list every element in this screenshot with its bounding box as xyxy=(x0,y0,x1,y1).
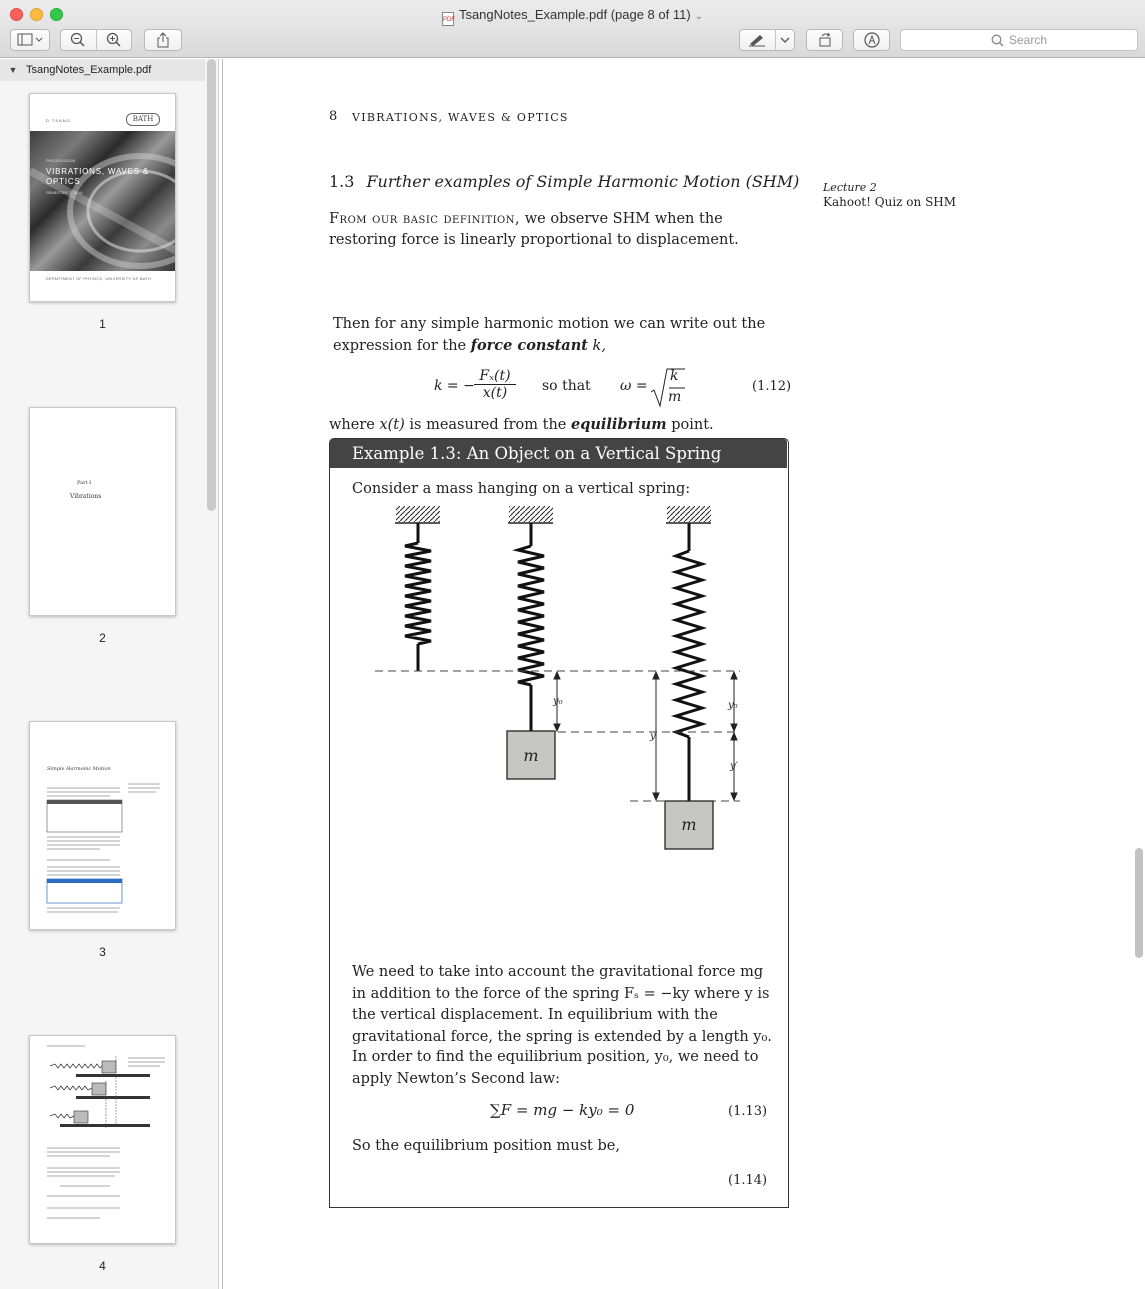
example-after: So the equilibrium position must be, xyxy=(352,1138,620,1154)
page-number-2: 2 xyxy=(99,631,106,645)
margin-note-title: Lecture 2 xyxy=(823,181,877,194)
section-heading: 1.3 Further examples of Simple Harmonic Motion (SHM) xyxy=(329,172,800,191)
sidebar-document-row[interactable] xyxy=(0,59,205,81)
zoom-controls xyxy=(60,29,132,51)
rotate-icon xyxy=(817,32,833,48)
page-number-3: 3 xyxy=(99,945,106,959)
sidebar-icon xyxy=(17,33,43,47)
markup-controls xyxy=(739,29,795,51)
thumb-author: D TSANG xyxy=(46,118,71,123)
equation-1-13: ∑F = mg − ky₀ = 0 xyxy=(490,1101,635,1119)
spring-figure xyxy=(330,501,787,861)
spring-3 xyxy=(676,523,702,801)
equation-1-13-number: (1.13) xyxy=(728,1104,768,1119)
page-header-number: 8 xyxy=(329,109,338,124)
equation-1-14-number: (1.14) xyxy=(728,1173,768,1188)
pdf-file-icon: PDF xyxy=(442,12,454,26)
page-thumbnail-3[interactable]: Simple Harmonic Motion xyxy=(29,721,176,930)
paragraph-2: Then for any simple harmonic motion we can write out the expression for the force constant k, xyxy=(333,316,766,354)
highlight-options-button[interactable] xyxy=(776,30,794,50)
page-number-4: 4 xyxy=(99,1259,106,1273)
mass-label-2: m xyxy=(681,815,697,834)
share-icon xyxy=(156,32,170,48)
thumb4-content xyxy=(30,1036,176,1244)
sidebar-scrollbar[interactable] xyxy=(207,59,216,511)
zoom-in-button[interactable] xyxy=(96,30,131,50)
paragraph-1: From our basic definition, we observe SHM when the restoring force is linearly proportional to displacement. xyxy=(329,211,739,248)
sidebar-view-button[interactable] xyxy=(10,29,50,51)
search-input[interactable] xyxy=(900,29,1138,51)
margin-note-text: Kahoot! Quiz on SHM xyxy=(823,195,957,209)
example-intro: Consider a mass hanging on a vertical spring: xyxy=(352,481,691,497)
example-body: We need to take into account the gravitational force mg in addition to the force of the spring Fₛ = −ky where y is the vertical displacement. In equilibrium with the gravitational force, the spring is extended by a length y₀. xyxy=(352,964,772,1045)
spring-2 xyxy=(518,523,544,731)
page-header-title: VIBRATIONS, WAVES & OPTICS xyxy=(352,111,569,124)
y0-label-1: y₀ xyxy=(553,696,563,707)
share-button[interactable] xyxy=(144,29,182,51)
example-body-2: In order to find the equilibrium position, y₀, we need to apply Newton’s Second law: xyxy=(352,1049,759,1087)
thumbnail-sidebar xyxy=(0,59,219,1289)
y0-label-2: y₀ xyxy=(728,700,738,711)
equation-1-12: k = − $\frac{\text{Fₓ(t)}}{x(t)}$ so that ω = k m (1.12) xyxy=(329,368,794,408)
markup-pen-icon xyxy=(864,32,880,48)
rotate-button[interactable] xyxy=(806,29,843,51)
zoom-in-icon xyxy=(106,32,122,48)
page-thumbnail-4[interactable] xyxy=(29,1035,176,1244)
spring-1 xyxy=(405,523,431,671)
university-logo: BATH xyxy=(126,113,160,126)
markup-toolbar-button[interactable] xyxy=(853,29,890,51)
mass-label-1: m xyxy=(523,746,539,765)
highlight-button[interactable] xyxy=(740,30,775,50)
y-label: y xyxy=(650,731,656,742)
paragraph-3: where x(t) is measured from the equilibrium point. xyxy=(329,416,714,433)
search-placeholder: Search xyxy=(1008,33,1048,47)
zoom-out-button[interactable] xyxy=(61,30,96,50)
highlighter-icon xyxy=(747,33,767,47)
page-thumbnail-1[interactable]: D TSANG BATH PH12001/12005 VIBRATIONS, WAVES & OPTICS SEMESTER 2, 2018 DEPARTMENT OF PHYSICS, UNIVERSITY OF BATH xyxy=(29,93,176,302)
window-title[interactable]: PDF TsangNotes_Example.pdf (page 8 of 11) ⌄ xyxy=(0,7,1145,26)
example-title: Example 1.3: An Object on a Vertical Spring xyxy=(330,439,787,468)
page-number-1: 1 xyxy=(99,317,106,331)
cover-image: PH12001/12005 VIBRATIONS, WAVES & OPTICS SEMESTER 2, 2018 xyxy=(30,131,176,271)
thumb3-content xyxy=(30,722,176,930)
search-icon xyxy=(991,34,1004,47)
document-scrollbar[interactable] xyxy=(1135,848,1143,958)
sidebar-filename: TsangNotes_Example.pdf xyxy=(26,64,152,76)
title-chevron-down-icon: ⌄ xyxy=(694,11,704,22)
zoom-out-icon xyxy=(70,32,86,48)
chevron-down-icon xyxy=(780,36,790,44)
disclosure-triangle-icon[interactable]: ▼ xyxy=(8,65,18,75)
title-bar xyxy=(0,0,1145,58)
yprime-label: y′ xyxy=(730,761,738,772)
page-thumbnail-2[interactable]: Part I Vibrations xyxy=(29,407,176,616)
example-box xyxy=(329,438,789,1208)
